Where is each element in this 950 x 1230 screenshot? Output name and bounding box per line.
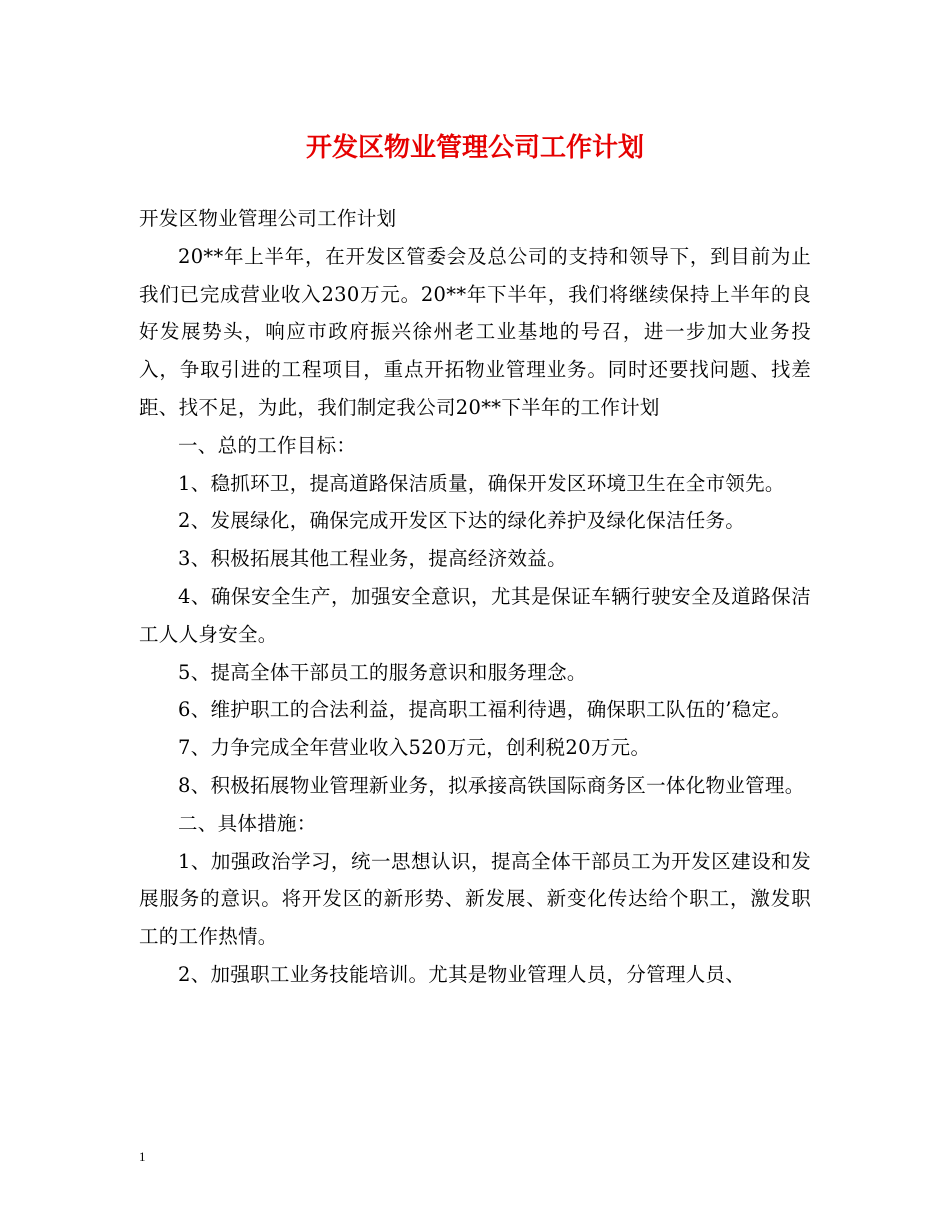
- goal-item: 8、积极拓展物业管理新业务，拟承接高铁国际商务区一体化物业管理。: [178, 773, 805, 797]
- goal-item: 6、维护职工的合法利益，提高职工福利待遇，确保职工队伍的’稳定。: [178, 698, 792, 722]
- measure-item: 1、加强政治学习，统一思想认识，提高全体干部员工为开发区建设和发展服务的意识。将开发区的新形势、新发展、新变化传达给个职工，激发职工的工作热情。: [139, 849, 811, 949]
- section-heading-measures: 二、具体措施：: [178, 811, 317, 835]
- goal-item: 2、发展绿化，确保完成开发区下达的绿化养护及绿化保洁任务。: [178, 509, 746, 533]
- goal-item: 5、提高全体干部员工的服务意识和服务理念。: [178, 660, 587, 684]
- document-title: 开发区物业管理公司工作计划: [305, 133, 644, 163]
- goal-item: 1、稳抓环卫，提高道路保洁质量，确保开发区环境卫生在全市领先。: [178, 471, 785, 495]
- document-subtitle: 开发区物业管理公司工作计划: [139, 207, 397, 230]
- section-heading-goals: 一、总的工作目标：: [178, 433, 357, 457]
- goal-item: 7、力争完成全年营业收入520万元，创利税20万元。: [178, 736, 651, 760]
- measure-item: 2、加强职工业务技能培训。尤其是物业管理人员，分管理人员、: [178, 962, 746, 986]
- document-body: [139, 200, 811, 994]
- page-number: 1: [139, 1149, 146, 1164]
- goal-item: 3、积极拓展其他工程业务，提高经济效益。: [178, 547, 567, 571]
- goal-item: 4、确保安全生产，加强安全意识，尤其是保证车辆行驶安全及道路保洁工人人身安全。: [139, 584, 811, 646]
- paragraph-intro: 20**年上半年，在开发区管委会及总公司的支持和领导下，到目前为止我们已完成营业收入230万元。20**年下半年，我们将继续保持上半年的良好发展势头，响应市政府振兴徐州老工业基地的号召，进一步加大业务投入，争取引进的工程项目，重点开拓物业管理业务。同时还要找问题、找差距、找不足，为此，我们制定我公司20**下半年的工作计划: [139, 244, 811, 419]
